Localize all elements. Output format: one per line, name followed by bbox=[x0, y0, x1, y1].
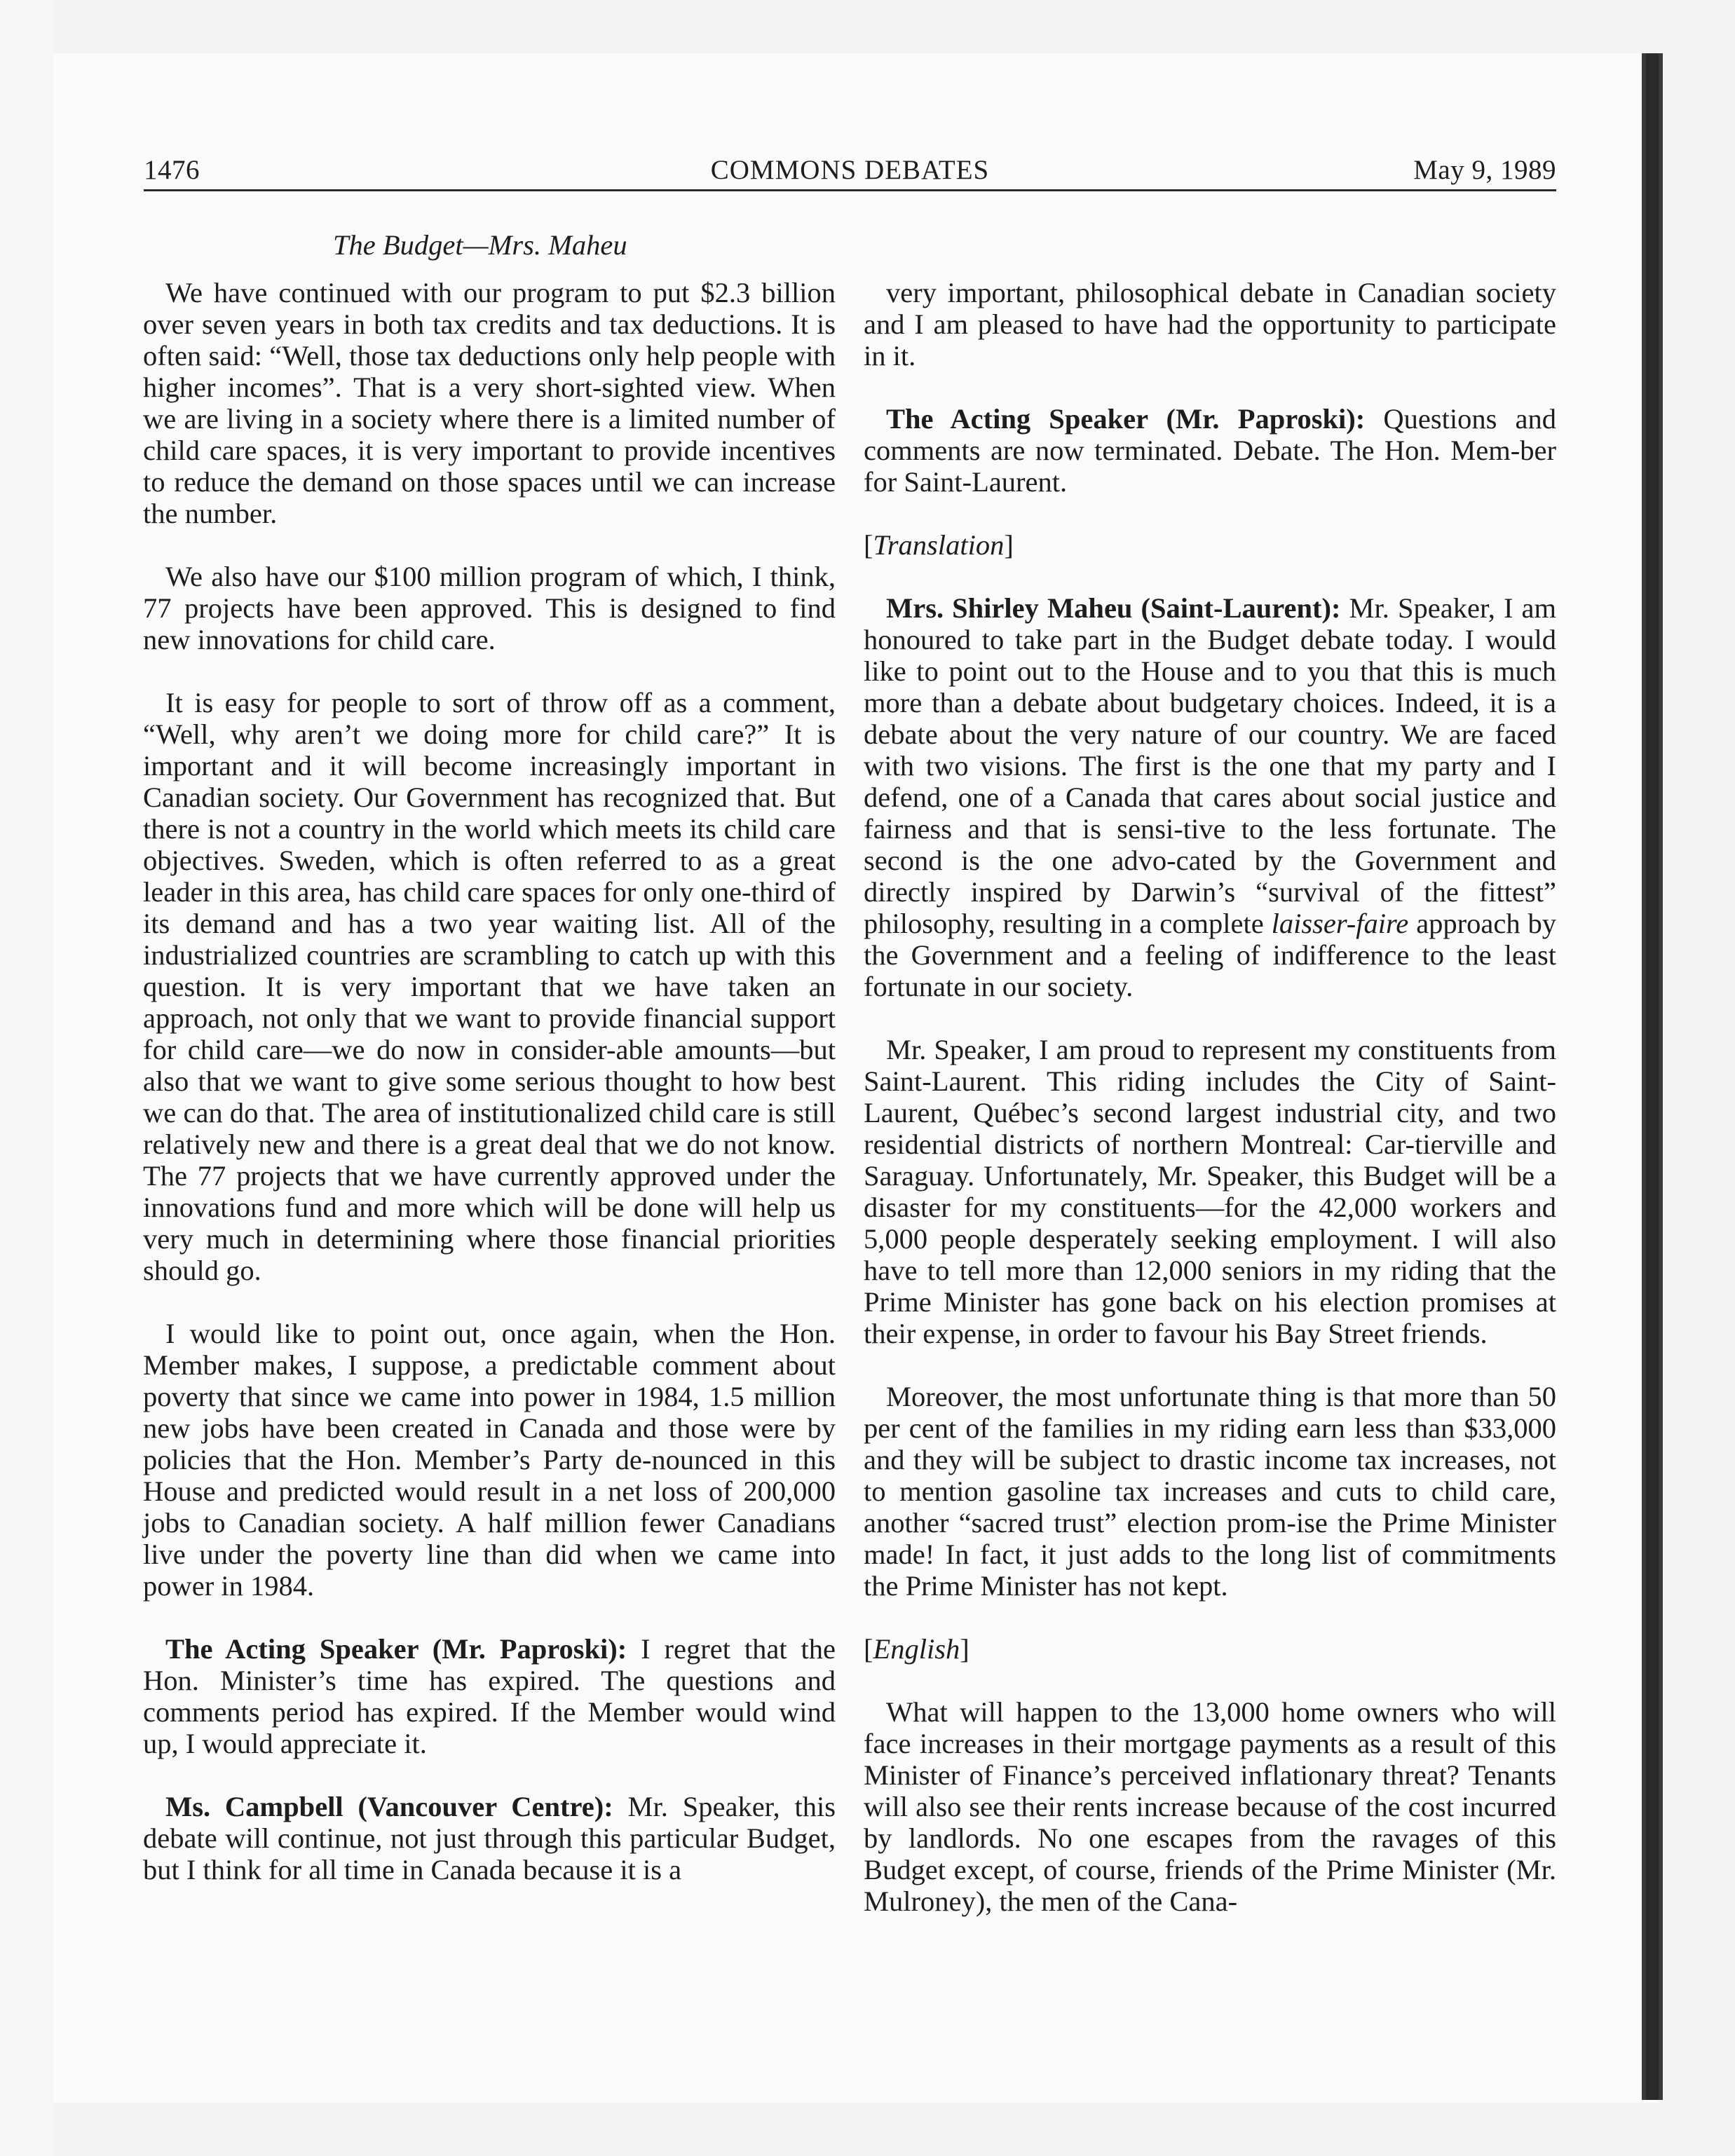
speech-paragraph bbox=[864, 403, 1556, 498]
speech-italic-text: laisser-faire bbox=[1271, 908, 1409, 939]
speech-text: approach by the Government and a feeling of indifference to the least fortunate in our society. bbox=[864, 908, 1556, 1002]
language-label: English bbox=[873, 1633, 960, 1665]
speech-paragraph bbox=[143, 1633, 836, 1759]
page-number: 1476 bbox=[144, 155, 200, 185]
speech-text: Mr. Speaker, this debate will continue, not just through this particular Budget, but I think for all time in Canada because it is a bbox=[143, 1791, 836, 1885]
speaker-name: The Acting Speaker (Mr. Paproski): bbox=[165, 1633, 627, 1665]
speech-paragraph bbox=[864, 592, 1556, 1002]
right-column bbox=[864, 277, 1556, 1949]
publication-title: COMMONS DEBATES bbox=[710, 155, 990, 185]
language-note bbox=[864, 1633, 1556, 1665]
speech-text: Questions and comments are now terminated. Debate. The Hon. Mem-ber for Saint-Laurent. bbox=[864, 403, 1556, 498]
page-header bbox=[144, 146, 1556, 195]
paragraph: I would like to point out, once again, when the Hon. Member makes, I suppose, a predictable comment about poverty that since we came into power in 1984, 1.5 million new jobs have been created in Canada and those were by policies that the Hon. Member’s Party de-nounced in this House and predicted would result in a net loss of 200,000 jobs to Canadian society. A half million fewer Canadians live under the poverty line than did when we came into power in 1984. bbox=[143, 1318, 836, 1602]
paragraph: Moreover, the most unfortunate thing is that more than 50 per cent of the families in my riding earn less than $33,000 and they will be subject to drastic income tax increases, not to mention gasoline tax increases and cuts to child care, another “sacred trust” election prom-ise the Prime Minister made! In fact, it just adds to the long list of commitments the Prime Minister has not kept. bbox=[864, 1381, 1556, 1602]
speech-paragraph bbox=[143, 1791, 836, 1885]
paragraph: Mr. Speaker, I am proud to represent my constituents from Saint-Laurent. This riding includes the City of Saint-Laurent, Québec’s second largest industrial city, and two residential districts of northern Montreal: Car-tierville and Saraguay. Unfortunately, Mr. Speaker, this Budget will be a disaster for my constituents—for the 42,000 workers and 5,000 people desperately seeking employment. I will also have to tell more than 12,000 seniors in my riding that the Prime Minister has gone back on his election promises at their expense, in order to favour his Bay Street friends. bbox=[864, 1034, 1556, 1349]
left-column bbox=[143, 277, 836, 1917]
scan-edge-shadow bbox=[1646, 53, 1659, 2100]
paragraph: We also have our $100 million program of which, I think, 77 projects have been approved. This is designed to find new innovations for child care. bbox=[143, 561, 836, 655]
paragraph: What will happen to the 13,000 home owners who will face increases in their mortgage payments as a result of this Minister of Finance’s perceived inflationary threat? Tenants will also see their rents increase because of the cost incurred by landlords. No one escapes from the ravages of this Budget except, of course, friends of the Prime Minister (Mr. Mulroney), the men of the Cana- bbox=[864, 1696, 1556, 1917]
speaker-name: Ms. Campbell (Vancouver Centre): bbox=[165, 1791, 613, 1822]
speaker-name: The Acting Speaker (Mr. Paproski): bbox=[886, 403, 1366, 435]
publication-date: May 9, 1989 bbox=[1413, 155, 1556, 185]
paragraph: very important, philosophical debate in Canadian society and I am pleased to have had the opportunity to participate in it. bbox=[864, 277, 1556, 371]
bracket-open: [ bbox=[864, 529, 873, 561]
speech-text: Mr. Speaker, I am honoured to take part in the Budget debate today. I would like to point out to the House and to you that this is much more than a debate about budgetary choices. Indeed, it is a debate about the very nature of our country. We are faced with two visions. The first is the one that my party and I defend, one of a Canada that cares about social justice and fairness and that is sensi-tive to the less fortunate. The second is the one advo-cated by the Government and directly inspired by Darwin’s “survival of the fittest” philosophy, resulting in a complete bbox=[864, 592, 1556, 939]
speaker-name: Mrs. Shirley Maheu (Saint-Laurent): bbox=[886, 592, 1341, 624]
bracket-open: [ bbox=[864, 1633, 873, 1665]
running-head: The Budget—Mrs. Maheu bbox=[333, 229, 627, 261]
language-note bbox=[864, 529, 1556, 561]
bracket-close: ] bbox=[1004, 529, 1014, 561]
speech-text: I regret that the Hon. Minister’s time has expired. The questions and comments period has expired. If the Member would wind up, I would appreciate it. bbox=[143, 1633, 836, 1759]
header-rule bbox=[144, 189, 1556, 191]
scan-margin bbox=[0, 0, 53, 2156]
paragraph: We have continued with our program to put $2.3 billion over seven years in both tax credits and tax deductions. It is often said: “Well, those tax deductions only help people with higher incomes”. That is a very short-sighted view. When we are living in a society where there is a limited number of child care spaces, it is very important to provide incentives to reduce the demand on those spaces until we can increase the number. bbox=[143, 277, 836, 529]
language-label: Translation bbox=[873, 529, 1005, 561]
paragraph: It is easy for people to sort of throw off as a comment, “Well, why aren’t we doing more for child care?” It is important and it will become increasingly important in Canadian society. Our Government has recognized that. But there is not a country in the world which meets its child care objectives. Sweden, which is often referred to as a great leader in this area, has child care spaces for only one-third of its demand and has a two year waiting list. All of the industrialized countries are scrambling to catch up with this question. It is very important that we have taken an approach, not only that we want to provide financial support for child care—we do now in consider-able amounts—but also that we want to give some serious thought to how best we can do that. The area of institutionalized child care is still relatively new and there is a great deal that we do not know. The 77 projects that we have currently approved under the innovations fund and more which will be done will help us very much in determining where those financial priorities should go. bbox=[143, 687, 836, 1286]
bracket-close: ] bbox=[960, 1633, 969, 1665]
